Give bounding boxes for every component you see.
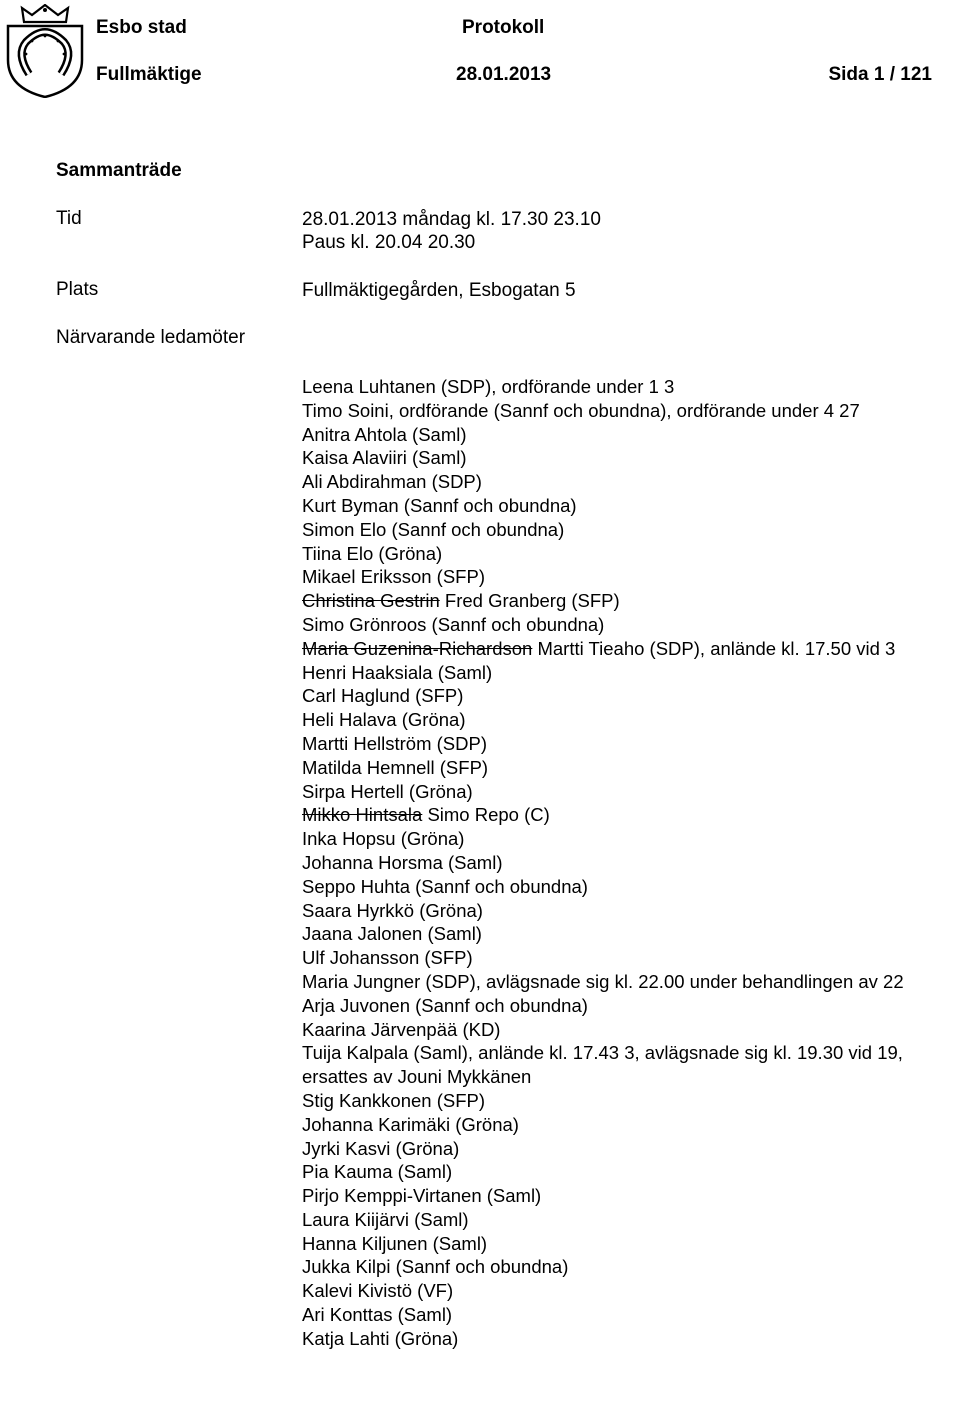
member-text: Johanna Karimäki (Gröna) (302, 1113, 519, 1135)
member-text: Saara Hyrkkö (Gröna) (302, 899, 483, 921)
member-entry (302, 1184, 960, 1208)
member-text: Matilda Hemnell (SFP) (302, 756, 489, 778)
esbo-coat-of-arms-logo (4, 4, 86, 98)
member-entry (302, 1255, 960, 1279)
member-entry (302, 470, 960, 494)
member-text: Seppo Huhta (Sannf och obundna) (302, 875, 588, 897)
member-entry (302, 565, 960, 589)
governing-body: Fullmäktige (96, 64, 202, 85)
member-text: Mikael Eriksson (SFP) (302, 566, 485, 588)
member-entry (302, 875, 960, 899)
member-entry (302, 542, 960, 566)
member-text: Ali Abdirahman (SDP) (302, 471, 482, 493)
member-entry (302, 1232, 960, 1256)
member-entry (302, 732, 960, 756)
member-entry (302, 1089, 960, 1113)
member-entry (302, 494, 960, 518)
member-text: Tuija Kalpala (Saml), anlände kl. 17.43 3, avlägsnade sig kl. 19.30 vid 19, ersattes av Jouni Mykkänen (302, 1042, 903, 1088)
member-entry (302, 1160, 960, 1184)
time-value: 28.01.2013 måndag kl. 17.30 23.10 (302, 209, 601, 230)
member-text: Simo Repo (C) (427, 804, 550, 826)
member-text: Maria Jungner (SDP), avlägsnade sig kl. 22.00 under behandlingen av 22 (302, 970, 904, 992)
member-entry (302, 1018, 960, 1042)
present-members-list (302, 375, 960, 1351)
member-text: Simo Grönroos (Sannf och obundna) (302, 613, 605, 635)
member-text: Martti Hellström (SDP) (302, 732, 488, 754)
member-entry (302, 708, 960, 732)
member-text: Ulf Johansson (SFP) (302, 947, 473, 969)
member-entry (302, 970, 960, 994)
member-entry (302, 684, 960, 708)
member-text: Leena Luhtanen (SDP), ordförande under 1 3 (302, 376, 675, 397)
member-entry (302, 399, 960, 423)
member-entry (302, 1137, 960, 1161)
member-text: Carl Haglund (SFP) (302, 685, 464, 707)
member-entry (302, 803, 960, 827)
member-text: Fred Granberg (SFP) (444, 590, 620, 612)
member-entry (302, 589, 960, 613)
member-entry (302, 994, 960, 1018)
member-entry (302, 375, 960, 399)
member-entry (302, 661, 960, 685)
member-text: Jyrki Kasvi (Gröna) (302, 1137, 460, 1159)
member-text: Jaana Jalonen (Saml) (302, 923, 482, 945)
member-text: Inka Hopsu (Gröna) (302, 828, 465, 850)
member-text: Kurt Byman (Sannf och obundna) (302, 494, 577, 516)
member-text: Pirjo Kemppi-Virtanen (Saml) (302, 1185, 542, 1207)
member-entry (302, 446, 960, 470)
document-date: 28.01.2013 (456, 64, 552, 85)
member-text: Katja Lahti (Gröna) (302, 1327, 459, 1349)
member-entry (302, 899, 960, 923)
struck-member-name: Mikko Hintsala (302, 804, 423, 826)
member-entry (302, 423, 960, 447)
member-text: Kalevi Kivistö (VF) (302, 1280, 454, 1302)
member-text: Martti Tieaho (SDP), anlände kl. 17.50 vid 3 (537, 637, 896, 659)
member-text: Kaisa Alaviiri (Saml) (302, 447, 467, 469)
time-label: Tid (56, 208, 82, 229)
organization-name: Esbo stad (96, 17, 187, 38)
member-text: Johanna Horsma (Saml) (302, 851, 503, 873)
member-text: Ari Konttas (Saml) (302, 1304, 453, 1326)
page-number: Sida 1 / 121 (828, 64, 932, 85)
member-entry (302, 1041, 960, 1089)
member-text: Hanna Kiljunen (Saml) (302, 1232, 488, 1254)
member-entry (302, 1279, 960, 1303)
place-value: Fullmäktigegården, Esbogatan 5 (302, 280, 576, 301)
member-entry (302, 780, 960, 804)
member-entry (302, 518, 960, 542)
meeting-heading: Sammanträde (56, 160, 182, 181)
member-entry (302, 637, 960, 661)
member-text: Heli Halava (Gröna) (302, 709, 466, 731)
place-label: Plats (56, 279, 99, 300)
member-text: Arja Juvonen (Sannf och obundna) (302, 994, 588, 1016)
member-text: Jukka Kilpi (Sannf och obundna) (302, 1256, 569, 1278)
member-text: Henri Haaksiala (Saml) (302, 661, 493, 683)
member-text: Sirpa Hertell (Gröna) (302, 780, 473, 802)
member-entry (302, 1208, 960, 1232)
struck-member-name: Christina Gestrin (302, 590, 440, 612)
member-text: Tiina Elo (Gröna) (302, 542, 443, 564)
present-members-label: Närvarande ledamöter (56, 327, 246, 348)
member-entry (302, 1113, 960, 1137)
member-text: Simon Elo (Sannf och obundna) (302, 518, 565, 540)
member-entry (302, 1303, 960, 1327)
document-type: Protokoll (462, 17, 545, 38)
member-text: Laura Kiijärvi (Saml) (302, 1208, 469, 1230)
member-text: Pia Kauma (Saml) (302, 1161, 453, 1183)
pause-value: Paus kl. 20.04 20.30 (302, 232, 476, 253)
member-text: Anitra Ahtola (Saml) (302, 423, 467, 445)
member-entry (302, 756, 960, 780)
member-entry (302, 851, 960, 875)
struck-member-name: Maria Guzenina-Richardson (302, 637, 533, 659)
member-entry (302, 827, 960, 851)
member-text: Timo Soini, ordförande (Sannf och obundna), ordförande under 4 27 (302, 399, 860, 421)
member-entry (302, 613, 960, 637)
member-entry (302, 922, 960, 946)
member-text: Kaarina Järvenpää (KD) (302, 1018, 501, 1040)
member-text: Stig Kankkonen (SFP) (302, 1089, 486, 1111)
member-entry (302, 1327, 960, 1351)
member-entry (302, 946, 960, 970)
